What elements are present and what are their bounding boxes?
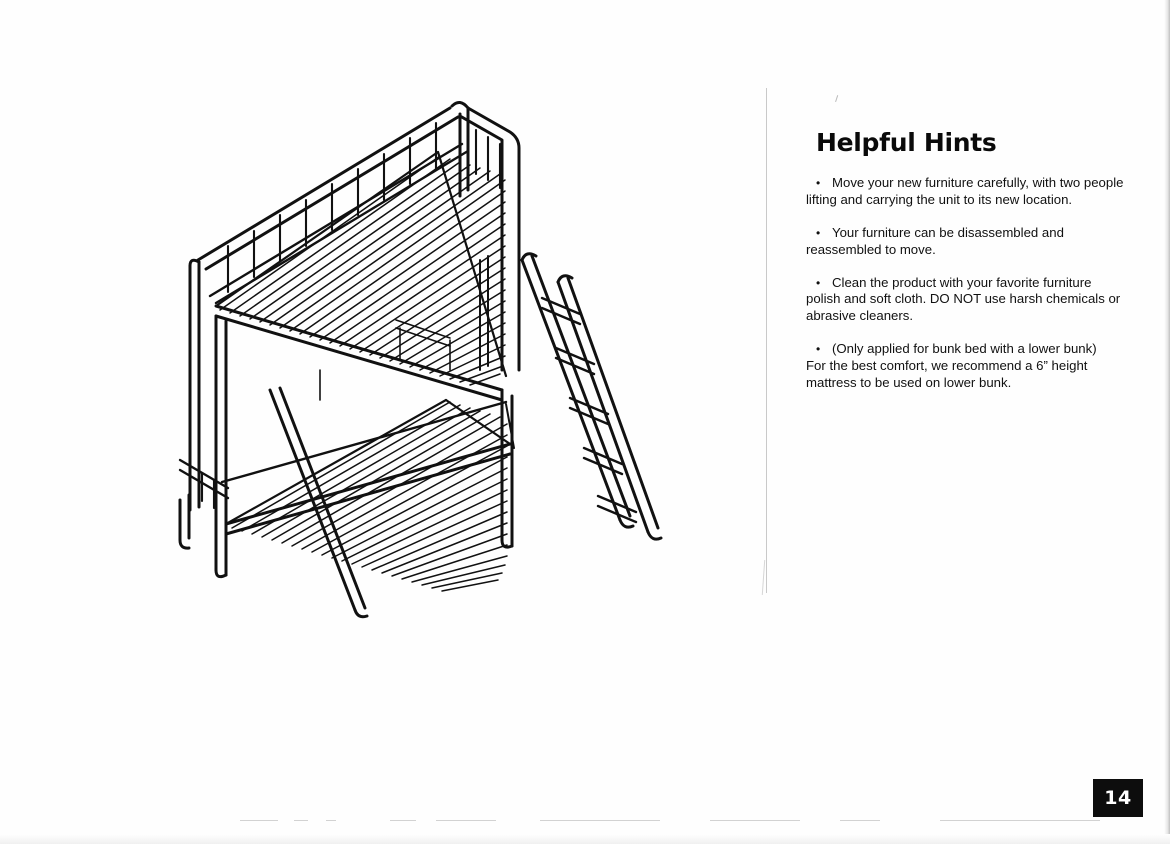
- hint-item-moving: [806, 175, 1124, 209]
- page-number-badge: 14: [1093, 779, 1143, 817]
- page-fold-line-lower: [762, 560, 765, 595]
- bullet-icon: •: [816, 275, 821, 290]
- hint-text: Move your new furniture carefully, with two people lifting and carrying the unit to its new location.: [806, 175, 1124, 207]
- scan-artifact-mark: [835, 95, 844, 104]
- page-title: Helpful Hints: [816, 128, 997, 157]
- bullet-icon: •: [816, 225, 821, 240]
- scan-bottom-shadow: [0, 834, 1170, 844]
- bullet-icon: •: [816, 176, 821, 190]
- hint-text: (Only applied for bunk bed with a lower bunk): [832, 341, 1097, 357]
- hint-text: Clean the product with your favorite furniture polish and soft cloth. DO NOT use harsh chemicals or abrasive cleaners.: [806, 274, 1121, 324]
- hint-item-cleaning: [806, 275, 1124, 326]
- scan-edge-shadow: [1164, 0, 1170, 844]
- scan-artifact-specks: [240, 820, 1100, 822]
- hint-item-mattress: [806, 341, 1124, 392]
- bullet-icon: •: [816, 342, 821, 357]
- bunk-bed-illustration: [150, 70, 670, 630]
- helpful-hints-section: [806, 128, 1124, 408]
- hint-text-detail: For the best comfort, we recommend a 6” height mattress to be used on lower bunk.: [806, 358, 1088, 391]
- page-fold-line: [766, 88, 767, 593]
- hint-text: Your furniture can be disassembled and reassembled to move.: [806, 224, 1064, 257]
- hint-item-disassembly: [806, 225, 1124, 259]
